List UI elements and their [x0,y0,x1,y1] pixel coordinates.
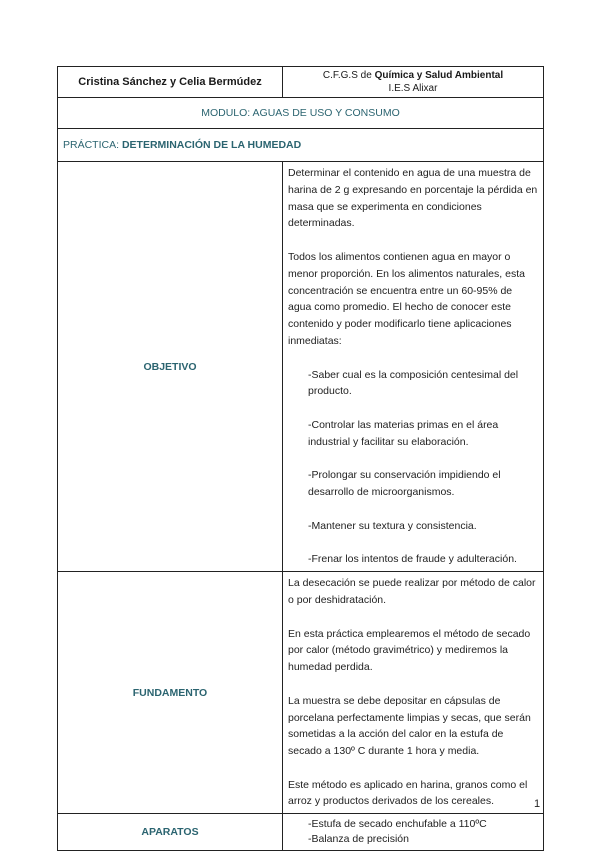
fundamento-paragraph-2: En esta práctica emplearemos el método de secado por calor (método gravimétrico) y mediremos la humedad perdida. [288,627,531,674]
school-name: I.E.S Alixar [388,83,438,94]
objetivo-item: -Mantener su textura y consistencia. [308,519,477,532]
practica-title [58,129,544,162]
objetivo-paragraph-2: Todos los alimentos contienen agua en mayor o menor proporción. En los alimentos naturales, esta concentración se encuentra entre un 60-95% de agua como promedio. El hecho de conocer este contenido y poder modificarlo tiene aplicaciones inmediatas: [288,250,525,347]
fundamento-paragraph-1: La desecación se puede realizar por método de calor o por deshidratación. [288,577,536,606]
fundamento-row [58,572,544,814]
aparatos-row [58,814,544,851]
aparatos-item: -Balanza de precisión [308,833,409,846]
course-info [283,67,544,98]
objetivo-row [58,162,544,572]
fundamento-content [283,572,544,814]
practica-row [58,129,544,162]
fundamento-paragraph-4: Este método es aplicado en harina, granos como el arroz y productos derivados de los cereales. [288,778,528,808]
objetivo-content [283,162,544,572]
aparatos-item: -Estufa de secado enchufable a 110ºC [308,818,487,831]
aparatos-label: APARATOS [58,814,283,851]
objetivo-item: -Saber cual es la composición centesimal del producto. [308,368,519,398]
cfgs-name: Química y Salud Ambiental [374,70,504,81]
objetivo-item: -Frenar los intentos de fraude y adulteración. [308,553,517,566]
authors: Cristina Sánchez y Celia Bermúdez [58,67,283,98]
cfgs-prefix: C.F.G.S de [322,70,375,81]
aparatos-content [283,814,544,851]
objetivo-paragraph-1: Determinar el contenido en agua de una muestra de harina de 2 g expresando en porcentaje la pérdida en masa que se experimenta en condiciones determinadas. [288,167,538,230]
objetivo-item: -Controlar las materias primas en el área industrial y facilitar su elaboración. [308,418,499,448]
objetivo-item: -Prolongar su conservación impidiendo el desarrollo de microorganismos. [308,469,501,499]
header-row [58,67,544,98]
practica-name: DETERMINACIÓN DE LA HUMEDAD [121,139,302,151]
fundamento-paragraph-3: La muestra se debe depositar en cápsulas de porcelana perfectamente limpias y secas, que serán sometidas a la acción del calor en la estufa de secado a 130º C durante 1 hora y media. [288,694,531,758]
page-number: 1 [534,798,541,810]
fundamento-label: FUNDAMENTO [58,572,283,814]
practice-table [57,66,544,851]
modulo-title: MODULO: AGUAS DE USO Y CONSUMO [58,98,544,129]
practica-prefix: PRÁCTICA: [63,139,122,151]
objetivo-label: OBJETIVO [58,162,283,572]
modulo-row [58,98,544,129]
